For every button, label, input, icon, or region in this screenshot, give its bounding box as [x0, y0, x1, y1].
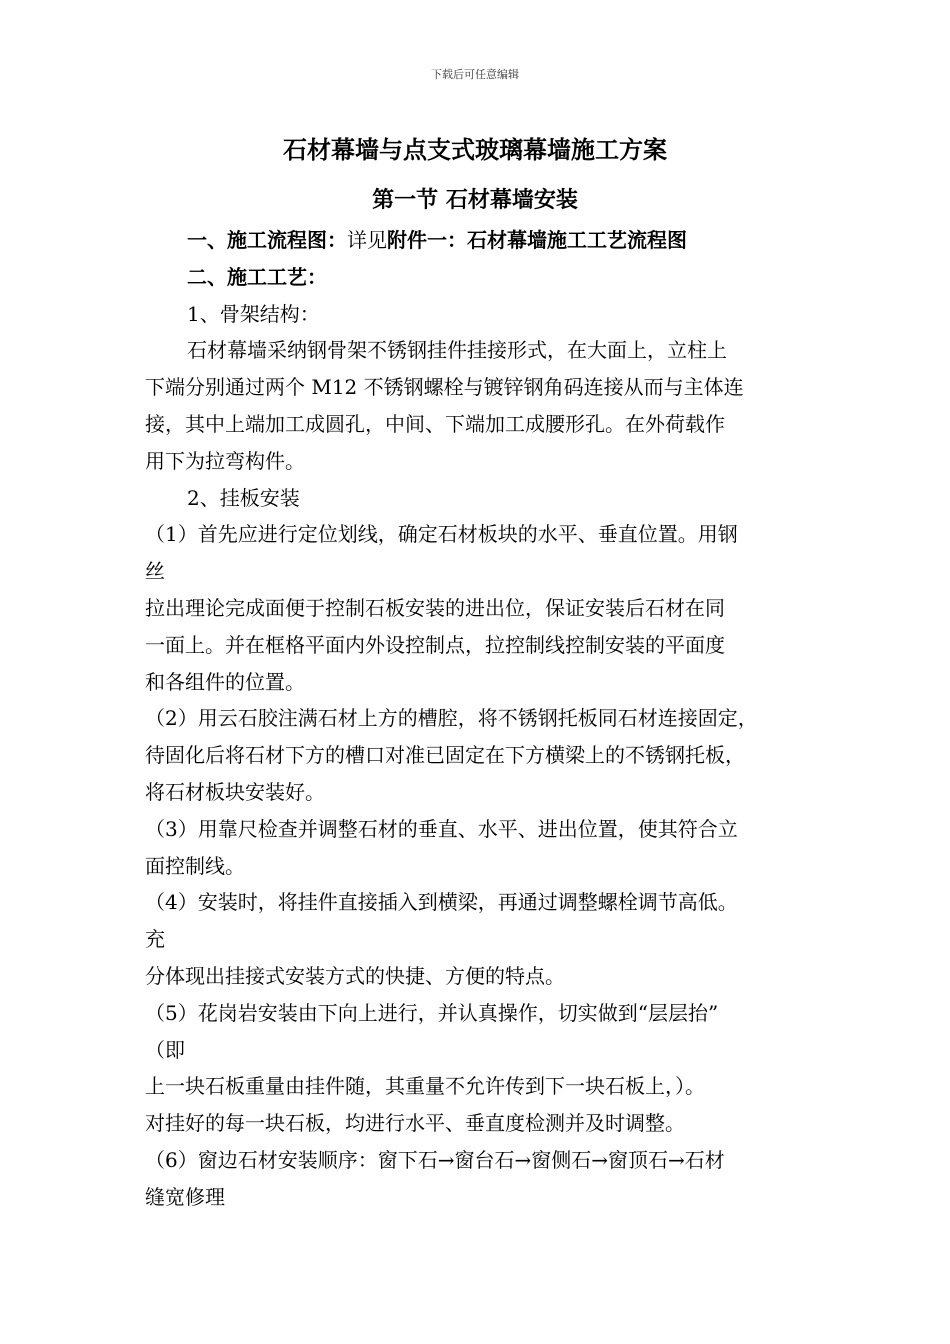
- attachment-reference: 附件一：石材幕墙施工工艺流程图: [387, 228, 687, 252]
- paragraph-line: 将石材板块安装好。: [145, 779, 325, 804]
- document-title: 石材幕墙与点支式玻璃幕墙施工方案: [283, 135, 667, 164]
- subheading-frame-structure: 1、骨架结构：: [187, 301, 320, 326]
- paragraph-line: （3）用靠尺检查并调整石材的垂直、水平、进出位置，使其符合立: [145, 816, 738, 841]
- paragraph-line: 和各组件的位置。: [145, 669, 305, 694]
- heading-text: 详见: [347, 228, 387, 252]
- paragraph-line: 丝: [145, 559, 165, 584]
- paragraph-line: 分体现出挂接式安装方式的快捷、方便的特点。: [145, 963, 565, 988]
- subheading-panel-installation: 2、挂板安装: [187, 485, 300, 510]
- paragraph-line: 用下为拉弯构件。: [145, 448, 305, 473]
- paragraph-line: （5）花岗岩安装由下向上进行，并认真操作，切实做到“层层抬”: [145, 1000, 719, 1025]
- document-body: [145, 222, 815, 1216]
- paragraph-line: （6）窗边石材安装顺序：窗下石→窗台石→窗侧石→窗顶石→石材: [145, 1147, 725, 1172]
- paragraph-line: 一面上。并在框格平面内外设控制点，拉控制线控制安装的平面度: [145, 632, 725, 657]
- section-title: 第一节 石材幕墙安装: [372, 187, 578, 213]
- paragraph-line: 下端分别通过两个 M12 不锈钢螺栓与镀锌钢角码连接从而与主体连: [145, 375, 744, 400]
- paragraph-line: 待固化后将石材下方的槽口对准已固定在下方横梁上的不锈钢托板，: [145, 743, 745, 768]
- paragraph-line: 接，其中上端加工成圆孔，中间、下端加工成腰形孔。在外荷载作: [145, 411, 725, 436]
- paragraph-line: （2）用云石胶注满石材上方的槽腔，将不锈钢托板同石材连接固定，: [145, 706, 758, 731]
- paragraph-line: （1）首先应进行定位划线，确定石材板块的水平、垂直位置。用钢: [145, 522, 738, 547]
- paragraph-line: 对挂好的每一块石板，均进行水平、垂直度检测并及时调整。: [145, 1111, 685, 1136]
- page-header-note: 下载后可任意编辑: [431, 68, 519, 81]
- heading-label: 一、施工流程图：: [187, 228, 347, 252]
- paragraph-line: 上一块石板重量由挂件随，其重量不允许传到下一块石板上，）。: [145, 1074, 705, 1099]
- paragraph-line: （4）安装时，将挂件直接插入到横梁，再通过调整螺栓调节高低。: [145, 890, 738, 915]
- paragraph-line: 面控制线。: [145, 853, 245, 878]
- heading-process-flow: [145, 222, 815, 259]
- paragraph-line: 充: [145, 927, 165, 952]
- paragraph-line: 缝宽修理: [145, 1184, 225, 1209]
- paragraph-line: （即: [145, 1037, 185, 1062]
- heading-construction-process: 二、施工工艺：: [187, 264, 327, 289]
- paragraph-line: 拉出理论完成面便于控制石板安装的进出位，保证安装后石材在同: [145, 595, 725, 620]
- paragraph-line: 石材幕墙采纳钢骨架不锈钢挂件挂接形式，在大面上，立柱上: [187, 338, 727, 363]
